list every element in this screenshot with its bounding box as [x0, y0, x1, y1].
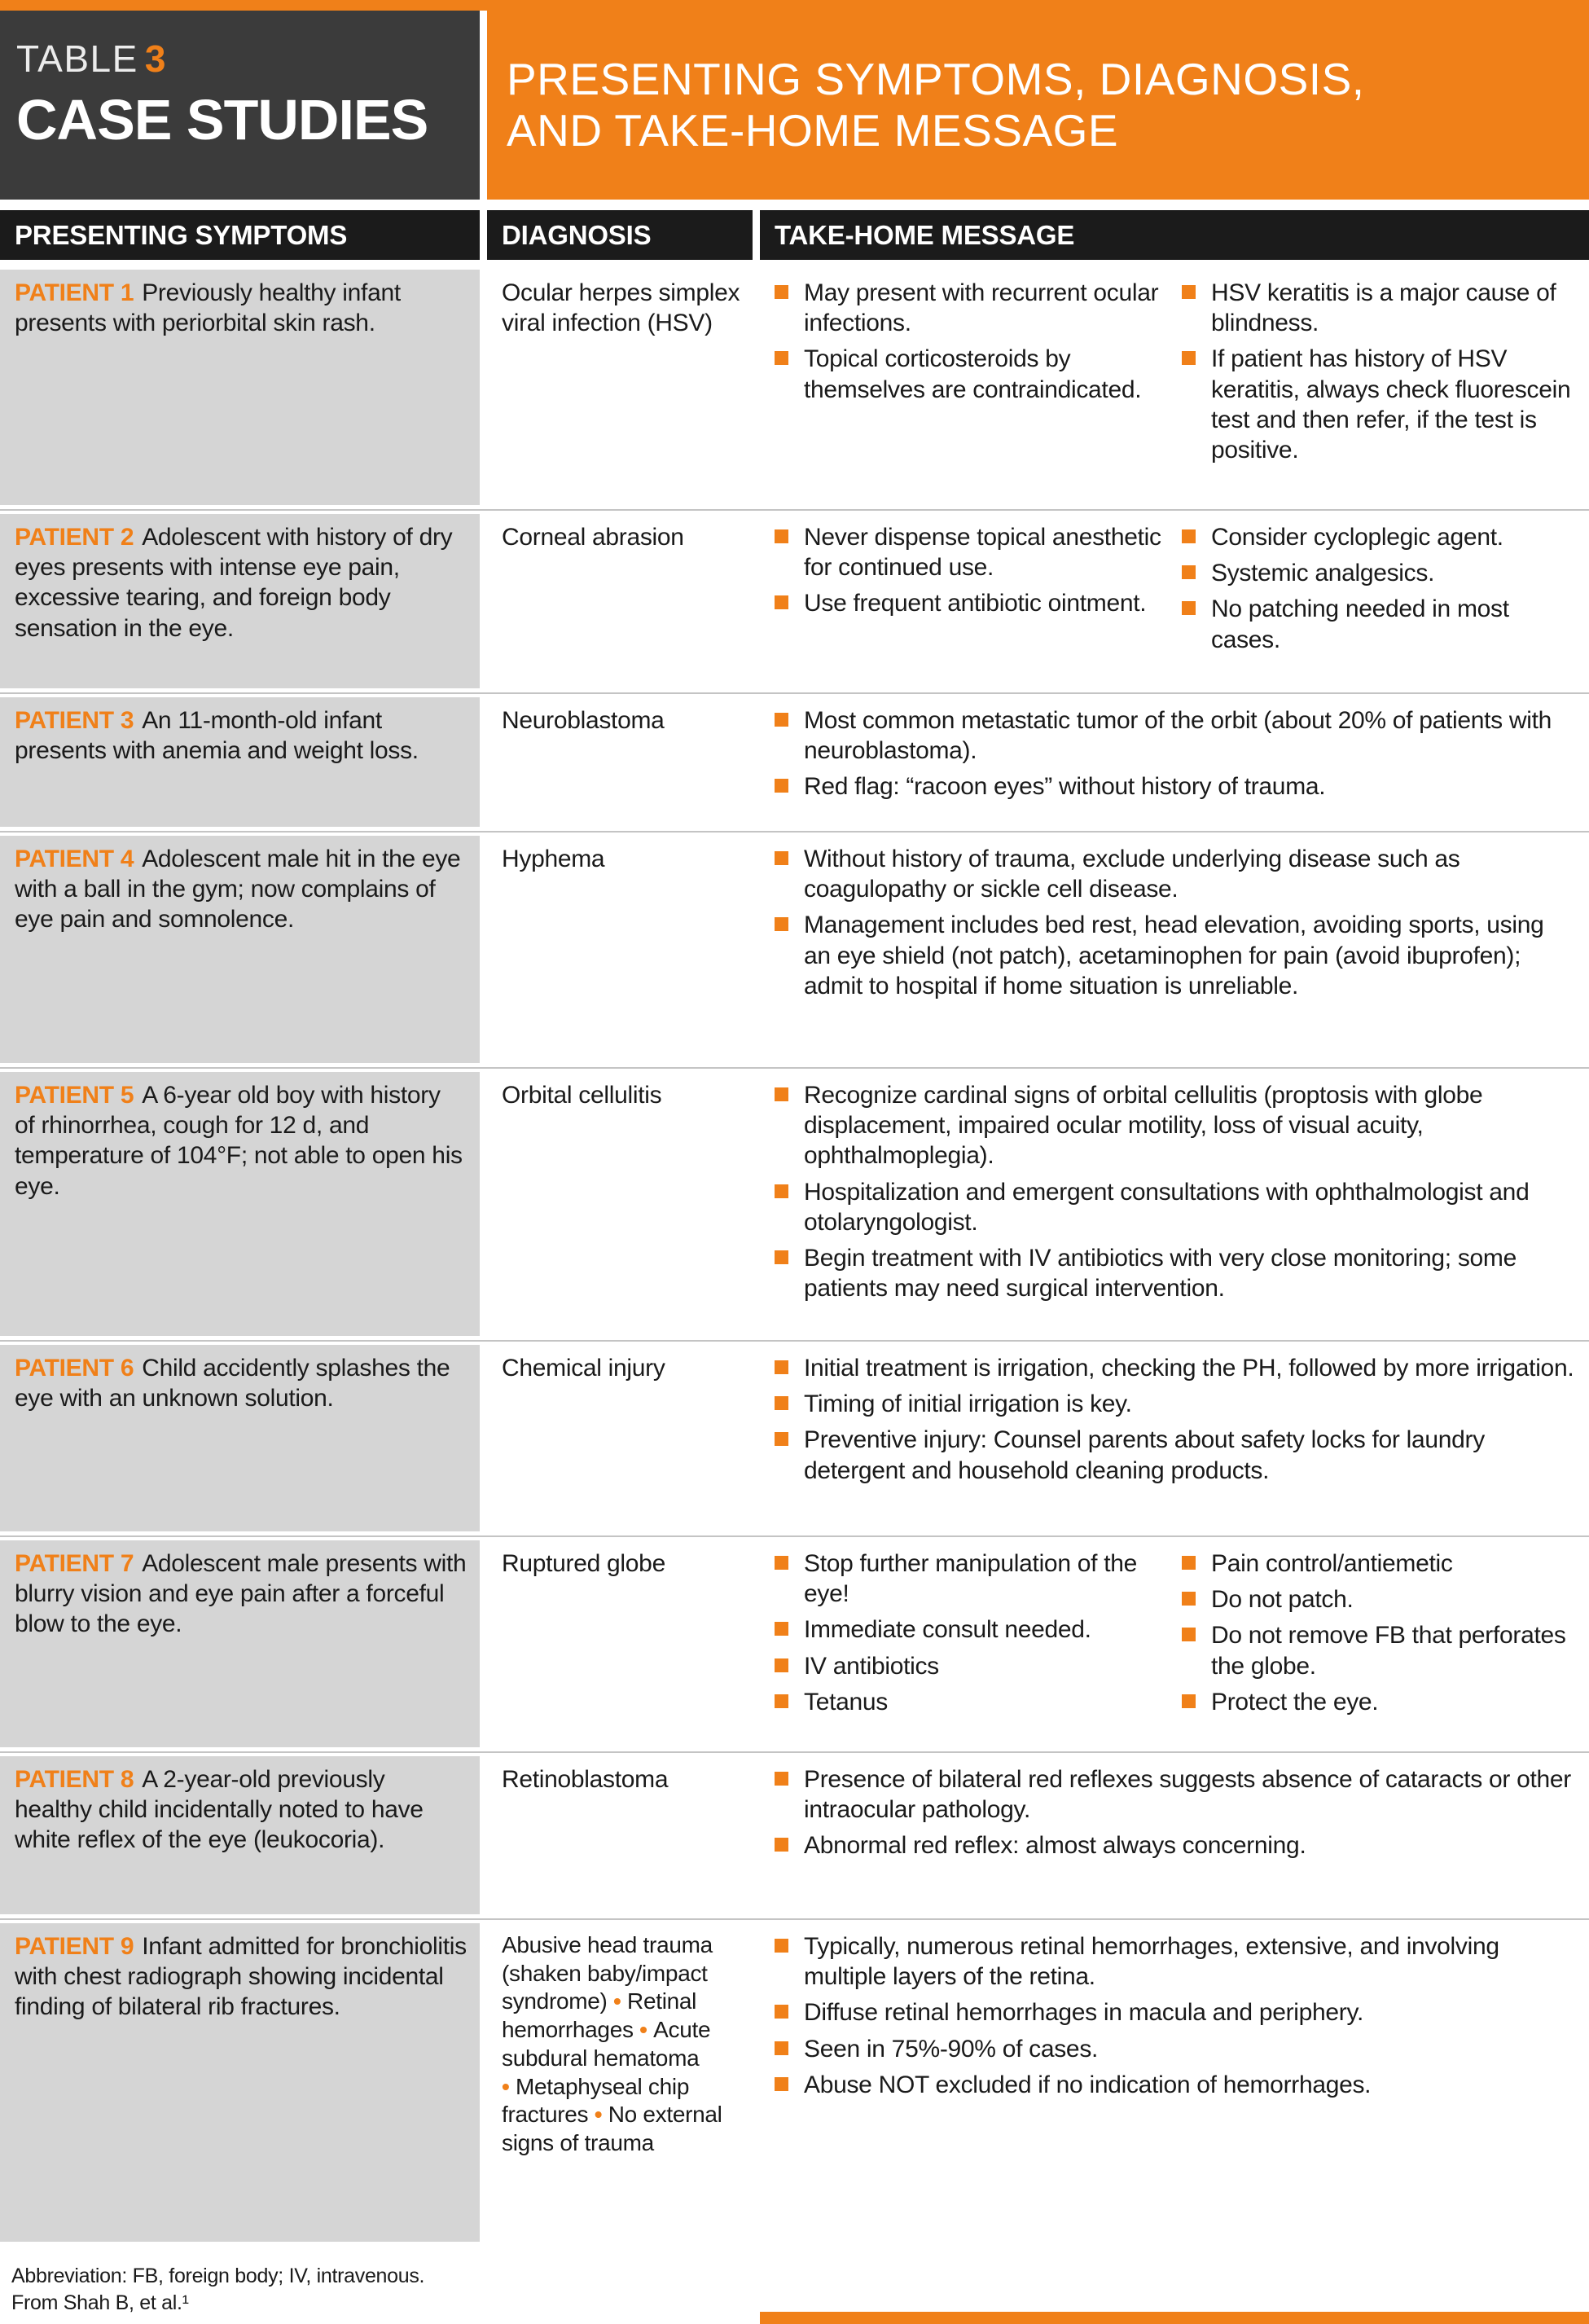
diagnosis-item: • Acute subdural hematoma	[502, 2017, 710, 2071]
takehome-cell	[760, 833, 1589, 1067]
banner-line-2: AND TAKE-HOME MESSAGE	[507, 105, 1119, 156]
takehome-bullet: May present with recurrent ocular infections.	[775, 278, 1169, 338]
takehome-bullet: Recognize cardinal signs of orbital cellulitis (proptosis with globe displacement, impaired ocular motility, loss of visual acuity, ophthalmoplegia).	[775, 1080, 1576, 1171]
source-note: From Shah B, et al.¹	[11, 2291, 189, 2315]
takehome-list	[775, 844, 1576, 1001]
takehome-list	[775, 705, 1576, 802]
takehome-bullet: If patient has history of HSV keratitis, always check fluorescein test and then refer, if the test is positive.	[1182, 344, 1576, 465]
banner	[487, 11, 1589, 200]
takehome-list-right	[1182, 1549, 1576, 1723]
takehome-list-left	[775, 1549, 1169, 1723]
diagnosis-item: • No external signs of trauma	[502, 2102, 722, 2155]
takehome-bullet: Stop further manipulation of the eye!	[775, 1549, 1169, 1609]
takehome-cell	[760, 1537, 1589, 1751]
diagnosis-cell: Chemical injury	[502, 1355, 665, 1382]
symptoms-cell	[0, 1072, 480, 1336]
takehome-list-right	[1182, 522, 1576, 661]
symptoms-cell	[0, 1756, 480, 1914]
symptoms-text: A 2-year-old previously healthy child incidentally noted to have white reflex of the eye (leukocoria).	[15, 1766, 424, 1854]
column-header-diagnosis: DIAGNOSIS	[487, 210, 753, 260]
takehome-bullet: Initial treatment is irrigation, checking the PH, followed by more irrigation.	[775, 1353, 1576, 1383]
takehome-list-right	[1182, 278, 1576, 471]
column-header-row	[0, 210, 1589, 260]
table-row	[0, 1342, 1589, 1537]
symptoms-cell	[0, 836, 480, 1063]
patient-label: PATIENT 9	[15, 1933, 134, 1960]
takehome-bullet: Topical corticosteroids by themselves are contraindicated.	[775, 344, 1169, 404]
takehome-bullet: Never dispense topical anesthetic for continued use.	[775, 522, 1169, 582]
takehome-bullet: Hospitalization and emergent consultations with ophthalmologist and otolaryngologist.	[775, 1177, 1576, 1237]
takehome-bullet: Red flag: “racoon eyes” without history of trauma.	[775, 771, 1576, 802]
footnote	[11, 2263, 424, 2318]
symptoms-text: An 11-month-old infant presents with anemia and weight loss.	[15, 707, 419, 765]
column-header-takehome: TAKE-HOME MESSAGE	[760, 210, 1589, 260]
takehome-bullet: Seen in 75%-90% of cases.	[775, 2034, 1576, 2064]
takehome-bullet: Do not remove FB that perforates the globe.	[1182, 1620, 1576, 1680]
bottom-accent-bar	[760, 2312, 1589, 2324]
symptoms-cell	[0, 514, 480, 688]
patient-label: PATIENT 6	[15, 1355, 134, 1382]
takehome-cell	[760, 694, 1589, 831]
diagnosis-main: Abusive head trauma (shaken baby/impact syndrome)	[502, 1932, 713, 2014]
symptoms-text: A 6-year old boy with history of rhinorrhea, cough for 12 d, and temperature of 104°F; not able to open his eye.	[15, 1082, 463, 1200]
table-body	[0, 266, 1589, 2246]
takehome-bullet: Consider cycloplegic agent.	[1182, 522, 1576, 552]
banner-line-1: PRESENTING SYMPTOMS, DIAGNOSIS,	[507, 54, 1365, 105]
diagnosis-cell: Retinoblastoma	[502, 1766, 669, 1793]
takehome-bullet: Presence of bilateral red reflexes suggests absence of cataracts or other intraocular pathology.	[775, 1764, 1576, 1825]
takehome-bullet: Begin treatment with IV antibiotics with very close monitoring; some patients may need surgical intervention.	[775, 1243, 1576, 1303]
patient-label: PATIENT 1	[15, 279, 134, 306]
patient-label: PATIENT 7	[15, 1550, 134, 1577]
table-row	[0, 266, 1589, 511]
patient-label: PATIENT 4	[15, 846, 134, 872]
top-accent-bar	[0, 0, 1589, 11]
symptoms-cell	[0, 1923, 480, 2242]
takehome-bullet: Abnormal red reflex: almost always concerning.	[775, 1830, 1576, 1861]
takehome-bullet: Immediate consult needed.	[775, 1614, 1169, 1645]
takehome-bullet: Preventive injury: Counsel parents about safety locks for laundry detergent and household cleaning products.	[775, 1425, 1576, 1485]
table-number-line	[16, 37, 480, 81]
takehome-cell	[760, 1069, 1589, 1340]
symptoms-text: Adolescent male presents with blurry vision and eye pain after a forceful blow to the eye.	[15, 1550, 467, 1638]
column-header-symptoms: PRESENTING SYMPTOMS	[0, 210, 480, 260]
takehome-bullet: Pain control/antiemetic	[1182, 1549, 1576, 1579]
symptoms-cell	[0, 1540, 480, 1747]
takehome-list	[775, 1353, 1576, 1486]
table-row	[0, 833, 1589, 1069]
takehome-cell	[760, 1920, 1589, 2246]
takehome-bullet: Management includes bed rest, head elevation, avoiding sports, using an eye shield (not patch), acetaminophen for pain (avoid ibuprofen); admit to hospital if home situation is unreliable.	[775, 910, 1576, 1001]
table-row	[0, 1920, 1589, 2246]
symptoms-cell	[0, 270, 480, 505]
takehome-list-left	[775, 278, 1169, 471]
takehome-bullet: Systemic analgesics.	[1182, 558, 1576, 588]
patient-label: PATIENT 8	[15, 1766, 134, 1793]
symptoms-text: Child accidently splashes the eye with an unknown solution.	[15, 1355, 450, 1412]
diagnosis-cell: Corneal abrasion	[502, 524, 684, 551]
diagnosis-item: • Retinal hemorrhages	[502, 1988, 696, 2042]
takehome-bullet: Timing of initial irrigation is key.	[775, 1389, 1576, 1419]
takehome-list	[775, 1931, 1576, 2100]
symptoms-text: Adolescent with history of dry eyes presents with intense eye pain, excessive tearing, and foreign body sensation in the eye.	[15, 524, 453, 642]
table-row	[0, 1753, 1589, 1920]
takehome-bullet: Diffuse retinal hemorrhages in macula and periphery.	[775, 1997, 1576, 2027]
takehome-bullet: No patching needed in most cases.	[1182, 594, 1576, 654]
table-label: TABLE	[16, 37, 138, 80]
table-number: 3	[144, 37, 167, 80]
table-row	[0, 511, 1589, 694]
table-row	[0, 1537, 1589, 1753]
table-title-block	[0, 11, 480, 200]
takehome-bullet: Protect the eye.	[1182, 1687, 1576, 1717]
takehome-bullet: Without history of trauma, exclude underlying disease such as coagulopathy or sickle cell disease.	[775, 844, 1576, 904]
takehome-bullet: IV antibiotics	[775, 1651, 1169, 1681]
takehome-list-left	[775, 522, 1169, 661]
symptoms-cell	[0, 1345, 480, 1531]
patient-label: PATIENT 5	[15, 1082, 134, 1109]
takehome-bullet: Tetanus	[775, 1687, 1169, 1717]
symptoms-cell	[0, 697, 480, 827]
patient-label: PATIENT 2	[15, 524, 134, 551]
takehome-bullet: Typically, numerous retinal hemorrhages, extensive, and involving multiple layers of the retina.	[775, 1931, 1576, 1992]
takehome-cell	[760, 266, 1589, 509]
diagnosis-cell: Ocular herpes simplex viral infection (HSV)	[502, 279, 740, 337]
symptoms-text: Previously healthy infant presents with periorbital skin rash.	[15, 279, 401, 337]
diagnosis-cell: Orbital cellulitis	[502, 1082, 662, 1109]
diagnosis-cell: Ruptured globe	[502, 1550, 665, 1577]
takehome-bullet: Most common metastatic tumor of the orbit (about 20% of patients with neuroblastoma).	[775, 705, 1576, 766]
takehome-cell	[760, 1342, 1589, 1535]
masthead	[0, 11, 1589, 200]
takehome-list	[775, 1080, 1576, 1303]
table-row	[0, 694, 1589, 833]
takehome-cell	[760, 1753, 1589, 1918]
diagnosis-cell: Hyphema	[502, 846, 605, 872]
takehome-bullet: Use frequent antibiotic ointment.	[775, 588, 1169, 618]
takehome-bullet: Abuse NOT excluded if no indication of hemorrhages.	[775, 2070, 1576, 2100]
takehome-cell	[760, 511, 1589, 692]
diagnosis-item: • Metaphyseal chip fractures	[502, 2074, 689, 2128]
takehome-bullet: HSV keratitis is a major cause of blindness.	[1182, 278, 1576, 338]
symptoms-text: Infant admitted for bronchiolitis with chest radiograph showing incidental finding of bilateral rib fractures.	[15, 1933, 467, 2021]
patient-label: PATIENT 3	[15, 707, 134, 734]
takehome-bullet: Do not patch.	[1182, 1584, 1576, 1614]
table-row	[0, 1069, 1589, 1342]
abbreviation-note: Abbreviation: FB, foreign body; IV, intravenous.	[11, 2264, 425, 2287]
takehome-list	[775, 1764, 1576, 1861]
diagnosis-cell	[487, 1920, 753, 2246]
symptoms-text: Adolescent male hit in the eye with a ball in the gym; now complains of eye pain and somnolence.	[15, 846, 461, 934]
table-title: CASE STUDIES	[16, 88, 428, 152]
diagnosis-cell: Neuroblastoma	[502, 707, 665, 734]
